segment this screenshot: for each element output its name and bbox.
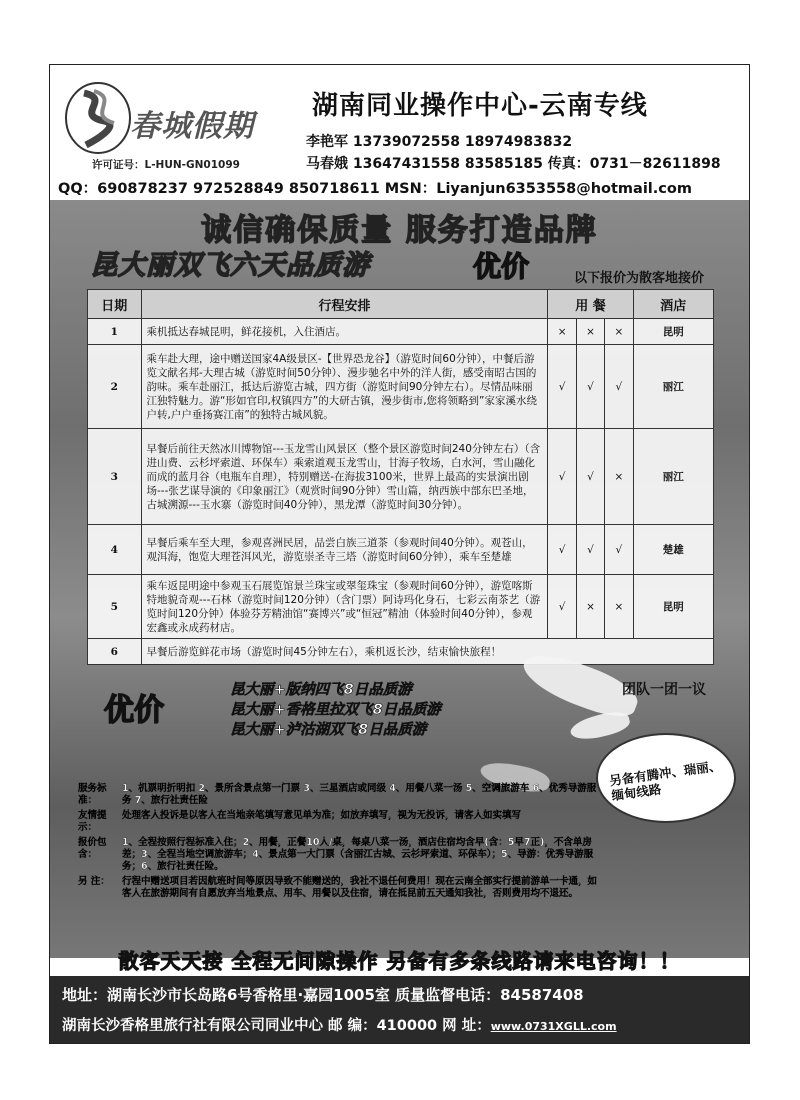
website-link[interactable]: www.0731XGLL.com xyxy=(490,1020,617,1033)
meal-breakfast: √ xyxy=(548,525,576,575)
table-row xyxy=(88,575,714,639)
day-number: 5 xyxy=(88,575,142,639)
terms-notes xyxy=(78,783,598,903)
meal-lunch: × xyxy=(576,575,604,639)
qq-msn-line: QQ：690878237 972528849 850718611 MSN：Liyanjun6353558@hotmail.com xyxy=(58,181,692,197)
price-badge: 优价 xyxy=(473,250,530,283)
meal-breakfast: √ xyxy=(548,429,576,525)
schedule-text: 早餐后前往天然冰川博物馆---玉龙雪山风景区（整个景区游览时间240分钟左右）（含进山费、云杉坪索道、环保车）乘索道观玉龙雪山，甘海子牧场，白水河，雪山融化而成的蓝月谷（电瓶车自理），特别赠送-在海拔3100米，世界上最高的实景演出剧场---张艺谋导演的《印象丽江》（观赏时间90分钟）雪山篇，纳西族中部东巴圣地，古城溯源---玉水寨（游览时间40分钟），黑龙潭（游览时间30分钟）。 xyxy=(141,429,548,525)
meal-lunch: √ xyxy=(576,429,604,525)
license-number: 许可证号：L-HUN-GN01099 xyxy=(92,159,240,171)
day-number: 1 xyxy=(88,319,142,345)
header-schedule: 行程安排 xyxy=(141,290,548,319)
schedule-text: 乘车返昆明途中参观玉石展览馆景兰珠宝或翠玺珠宝（参观时间60分钟），游览喀斯特地貌奇观---石林（游览时间120分钟）（含门票）阿诗玛化身石，七彩云南茶艺（游览时间120分钟）体验芬芳精油馆“赛博兴”或“恒冠”精油（体验时间40分钟），参观宏鑫或永成药材店。 xyxy=(141,575,548,639)
extra-routes-text: 另备有腾冲、瑞丽、缅甸线路 xyxy=(608,757,723,804)
note-text: 处理客人投诉是以客人在当地亲笔填写意见单为准；如放弃填写，视为无投诉，请客人如实填写 xyxy=(122,810,522,821)
note-friendly-tip xyxy=(78,810,598,834)
table-row xyxy=(88,345,714,429)
note-service-standard xyxy=(78,783,598,807)
meal-dinner: √ xyxy=(605,345,633,429)
note-label: 服务标准： xyxy=(78,783,107,806)
meal-breakfast: √ xyxy=(548,345,576,429)
day-number: 4 xyxy=(88,525,142,575)
day-number: 2 xyxy=(88,345,142,429)
meal-dinner: √ xyxy=(605,525,633,575)
address-line: 地址：湖南长沙市长岛路6号香格里·嘉园1005室 质量监督电话：84587408 xyxy=(62,986,584,1004)
header-meals: 用 餐 xyxy=(548,290,633,319)
schedule-text: 乘机抵达春城昆明，鲜花接机，入住酒店。 xyxy=(141,319,548,345)
header-day: 日期 xyxy=(88,290,142,319)
hotel-city: 丽江 xyxy=(633,429,713,525)
hotel-city: 楚雄 xyxy=(633,525,713,575)
swirl-logo-icon xyxy=(64,81,132,155)
price-note: 以下报价为散客地接价 xyxy=(574,271,705,286)
header-hotel: 酒店 xyxy=(633,290,713,319)
schedule-text: 早餐后游览鲜花市场（游览时间45分钟左右），乘机返长沙，结束愉快旅程！ xyxy=(141,639,714,665)
table-row xyxy=(88,525,714,575)
day-number: 6 xyxy=(88,639,142,665)
contact-line-1: 李艳军 13739072558 18974983832 xyxy=(306,134,573,150)
promo-line-3: 昆大丽+泸沽湖双飞8日品质游 xyxy=(230,722,427,738)
note-price-includes xyxy=(78,837,598,873)
day-number: 3 xyxy=(88,429,142,525)
schedule-text: 乘车赴大理，途中赠送国家4A级景区-【世界恐龙谷】（游览时间60分钟），中餐后游览文献名邦-大理古城（游览时间50分钟）、漫步驰名中外的洋人街，感受南昭古国的韵味。乘车赴丽江，抵达后游览古城，四方街（游览时间90分钟左右）。尽情品味丽江独特魅力。游“形如官印,权镇四方”的大研古镇，漫步街市,您将领略到”家家溪水绕户转,户户垂扬赛江南”的独特古城风貌。 xyxy=(141,345,548,429)
header xyxy=(50,65,749,200)
page-title: 湖南同业操作中心-云南专线 xyxy=(312,91,648,121)
hotel-city: 丽江 xyxy=(633,345,713,429)
hotel-city: 昆明 xyxy=(633,575,713,639)
note-label: 另 注： xyxy=(78,876,110,887)
meal-breakfast: √ xyxy=(548,575,576,639)
note-label: 报价包含： xyxy=(78,837,107,860)
meal-dinner: × xyxy=(605,319,633,345)
promo-line-1: 昆大丽+版纳四飞8日品质游 xyxy=(230,682,412,698)
note-remarks xyxy=(78,876,598,900)
meal-dinner: × xyxy=(605,575,633,639)
note-text: 1、全程按照行程标准入住；2、用餐，正餐10人/桌，每桌八菜一汤，酒店住宿均含早(含：5早7正)，不含单房差；3、全程当地空调旅游车；4、景点第一大门票（含丽江古城、云杉坪索道、环保车）；5、导游：优秀导游服务；6、旅行社责任险。 xyxy=(122,837,594,872)
promo-badge: 优价 xyxy=(104,693,164,728)
meal-lunch: √ xyxy=(576,525,604,575)
meal-lunch: × xyxy=(576,319,604,345)
note-label: 友情提示： xyxy=(78,810,107,833)
advertisement-frame xyxy=(49,64,750,1044)
footer xyxy=(50,976,749,1044)
bottom-slogan: 散客天天接 全程无间隙操作 另备有多条线路请来电咨询！！ xyxy=(118,949,681,973)
slogan: 诚信确保质量 服务打造品牌 xyxy=(201,213,598,248)
route-title: 昆大丽双飞六天品质游 xyxy=(90,250,370,281)
itinerary-table xyxy=(87,289,714,665)
table-row xyxy=(88,319,714,345)
table-header-row xyxy=(88,290,714,319)
company-text: 湖南长沙香格里旅行社有限公司同业中心 邮 编：410000 网 址： xyxy=(62,1018,491,1034)
promo-line-2: 昆大丽+香格里拉双飞8日品质游 xyxy=(230,702,441,718)
table-row xyxy=(88,429,714,525)
company-logo xyxy=(60,79,310,157)
note-text: 1、机票明折明扣 2、景所含景点第一门票 3、三星酒店或同级 4、用餐八菜一汤 5、空调旅游车 6、优秀导游服务 7、旅行社责任险 xyxy=(122,783,597,806)
table-row xyxy=(88,639,714,665)
company-line xyxy=(62,1014,617,1035)
meal-lunch: √ xyxy=(576,345,604,429)
meal-breakfast: × xyxy=(548,319,576,345)
group-price-tag: 团队一团一议 xyxy=(622,682,706,698)
contact-line-2: 马春娥 13647431558 83585185 传真：0731－82611898 xyxy=(306,156,721,172)
note-text: 行程中赠送项目若因航班时间等原因导致不能赠送的，我社不退任何费用！现在云南全部实行提前游单一卡通，如客人在旅游期间有自愿放弃当地景点、用车、用餐以及住宿，请在抵昆前五天通知我社，否则费用均不退还。 xyxy=(122,876,598,899)
meal-dinner: × xyxy=(605,429,633,525)
schedule-text: 早餐后乘车至大理，参观喜洲民居，品尝白族三道茶（参观时间40分钟）。观苍山，观洱海，饱览大理苍洱风光，游览崇圣寺三塔（游览时间60分钟），乘车至楚雄 xyxy=(141,525,548,575)
hotel-city: 昆明 xyxy=(633,319,713,345)
logo-text: 春城假期 xyxy=(130,109,254,144)
